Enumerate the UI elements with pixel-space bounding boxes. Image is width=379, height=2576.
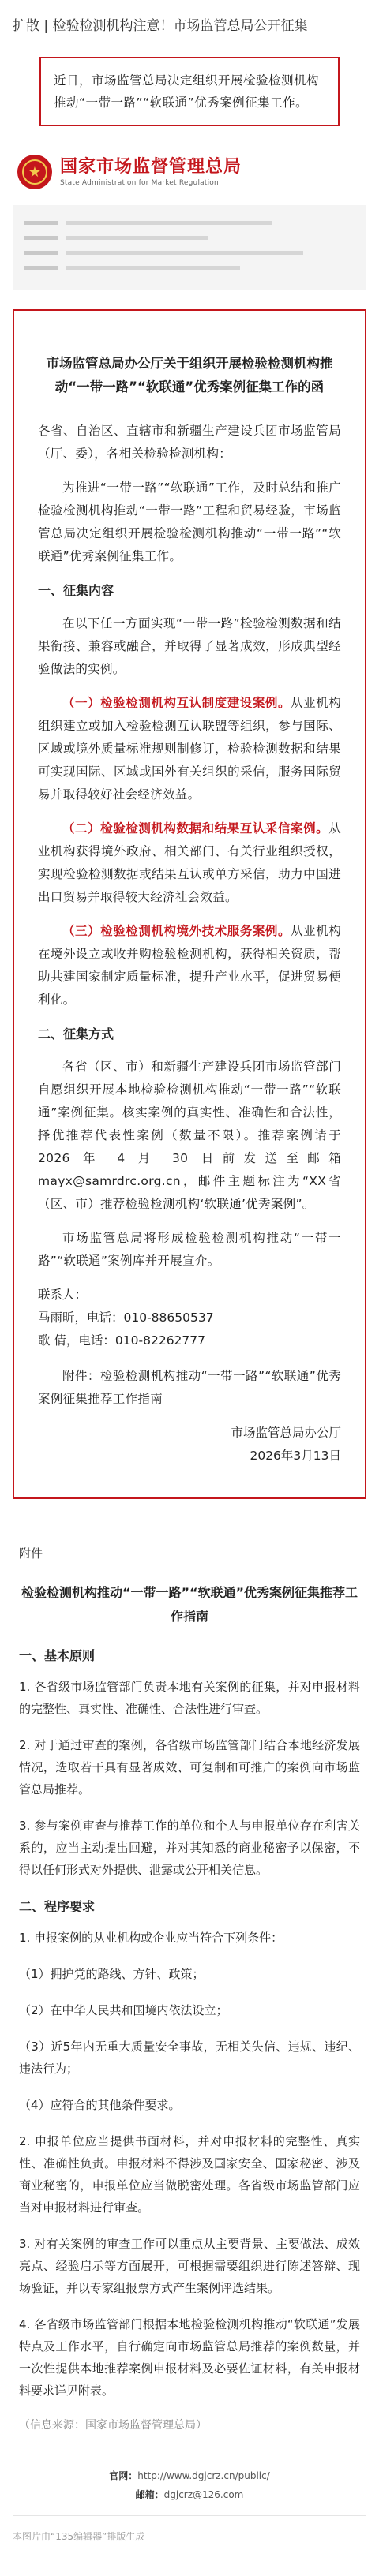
sign-org: 市场监管总局办公厅 [231,1426,341,1440]
contact-block [38,1284,341,1352]
item-body: 从业机构组织建立或加入检验检测互认联盟等组织，参与国际、区域或境外质量标准规则制修订，检验检测数据和结果可实现国际、区域或国外有关组织的采信，服务国际贸易并取得较好社会经济效益。 [38,696,342,802]
item-lead: （二）检验检测机构数据和结果互认采信案例。 [62,821,329,836]
mail-link[interactable]: dgjcrz@126.com [163,2489,244,2500]
mail-label: 邮箱： [135,2489,164,2500]
banner-subtitle: State Administration for Market Regulation [60,179,219,187]
appendix [19,1543,360,2435]
footer [0,2466,379,2504]
official-letter [13,309,366,1499]
item-lead: （一）检验检测机构互认制度建设案例。 [62,696,291,710]
appendix-para: 2. 对于通过审查的案例，各省级市场监管部门结合本地经济发展情况，选取若干具有显著成效、可复制和可推广的案例向市场监管总局推荐。 [19,1738,360,1796]
site-label: 官网： [109,2470,138,2481]
section-heading: 一、征集内容 [38,583,114,598]
item-body: 从业机构获得境外政府、相关部门、有关行业组织授权，实现检验检测数据或结果互认或单方采信，助力中国进出口贸易并取得较大经济社会效益。 [38,821,341,904]
letter-para: 为推进“一带一路”“软联通”工作，及时总结和推广检验检测机构推动“一带一路”工程和贸易经验，市场监管总局决定组织开展检验检测机构推动“一带一路”“软联通”优秀案例征集工作。 [38,480,341,563]
letter-para: 各省（区、市）和新疆生产建设兵团市场监管部门自愿组织开展本地检验检测机构推动“一带一路”“软联通”案例征集。核实案例的真实性、准确性和合法性，择优推荐代表性案例（数量不限）。推荐案例请于 2026 年 4 月 30 日前发送至邮箱 mayx@samrdrc.org.cn，邮件主题标注为“XX省（区、市）推荐检验检测机构‘软联通’优秀案例”。 [38,1060,341,1211]
intro-box: 近日，市场监管总局决定组织开展检验检测机构推动“一带一路”“软联通”优秀案例征集工作。 [39,57,340,126]
banner-title: 国家市场监督管理总局 [60,157,242,177]
appendix-para: 4. 各省级市场监管部门根据本地检验检测机构推动“软联通”发展特点及工作水平，自行确定向市场监管总局推荐的案例数量，并一次性提供本地推荐案例申报材料及必要佐证材料，有关申报材料要求详见附表。 [19,2317,360,2398]
attachment-note: 附件：检验检测机构推动“一带一路”“软联通”优秀案例征集推荐工作指南 [38,1369,341,1406]
contact-label: 联系人： [38,1288,88,1302]
contact-person: 歌 倩，电话：010-82262777 [38,1333,205,1348]
samr-banner [13,147,366,197]
editor-credit: 本图片由“135编辑器”排版生成 [13,2531,145,2542]
divider [13,2515,366,2516]
appendix-para: 3. 参与案例审查与推荐工作的单位和个人与申报单位存在利害关系的，应当主动提出回避，并对其知悉的商业秘密予以保密，不得以任何形式对外提供、泄露或公开相关信息。 [19,1819,360,1877]
article-title: 扩散 | 检验检测机构注意！市场监管总局公开征集 [13,18,308,34]
appendix-para: 1. 申报案例的从业机构或企业应当符合下列条件： [19,1931,283,1945]
appendix-para: 1. 各省级市场监管部门负责本地有关案例的征集，并对申报材料的完整性、真实性、准确性、合法性进行审查。 [19,1680,360,1716]
condition-item: （4）应符合的其他条件要求。 [19,2098,181,2112]
collection-item-1 [38,692,341,806]
section-heading: 二、征集方式 [38,1026,114,1041]
condition-item: （1）拥护党的路线、方针、政策； [19,1967,205,1981]
collection-item-2 [38,817,341,909]
condition-item: （3）近5年内无重大质量安全事故，无相关失信、违规、违纪、违法行为； [19,2039,360,2076]
site-link[interactable]: http://www.dgjcrz.cn/public/ [137,2470,270,2481]
letter-para: 市场监管总局将形成检验检测机构推动“一带一路”“软联通”案例库并开展宣介。 [38,1231,341,1268]
contact-person: 马雨昕，电话：010-88650537 [38,1310,214,1325]
section-heading: 二、程序要求 [19,1899,96,1914]
appendix-para: 2. 申报单位应当提供书面材料，并对申报材料的完整性、真实性、准确性负责。申报材料不得涉及国家安全、国家秘密、涉及商业秘密的，申报单位应当做脱密处理。各省级市场监管部门应当对申报材料进行审查。 [19,2134,360,2215]
appendix-label: 附件 [19,1546,43,1561]
national-emblem-icon: ★ [17,155,52,189]
item-lead: （三）检验检测机构境外技术服务案例。 [62,924,291,938]
appendix-title: 检验检测机构推动“一带一路”“软联通”优秀案例征集推荐工作指南 [21,1585,358,1624]
item-body: 从业机构在境外设立或收并购检验检测机构，获得相关资质，帮助共建国家制定质量标准，提升产业水平，促进贸易便利化。 [38,924,342,1007]
section-heading: 一、基本原则 [19,1648,96,1663]
appendix-para: 3. 对有关案例的审查工作可以重点从主要背景、主要做法、成效亮点、经验启示等方面展开，可根据需要组织进行陈述答辩、现场验证，并以专家组报票方式产生案例评选结果。 [19,2237,360,2295]
signature-block [38,1422,341,1467]
collection-item-3 [38,920,341,1011]
document-metadata-table [13,205,366,290]
letter-title: 市场监管总局办公厅关于组织开展检验检测机构推动“一带一路”“软联通”优秀案例征集工作的函 [46,356,333,394]
sign-date: 2026年3月13日 [250,1449,341,1463]
letter-para: 在以下任一方面实现“一带一路”检验检测数据和结果衔接、兼容或融合，并取得了显著成效，形成典型经验做法的实例。 [38,616,341,676]
source-note: （信息来源：国家市场监督管理总局） [19,2419,207,2432]
condition-item: （2）在中华人民共和国境内依法设立； [19,2003,228,2017]
letter-salutation: 各省、自治区、直辖市和新疆生产建设兵团市场监管局（厅、委），各相关检验检测机构： [38,424,341,461]
